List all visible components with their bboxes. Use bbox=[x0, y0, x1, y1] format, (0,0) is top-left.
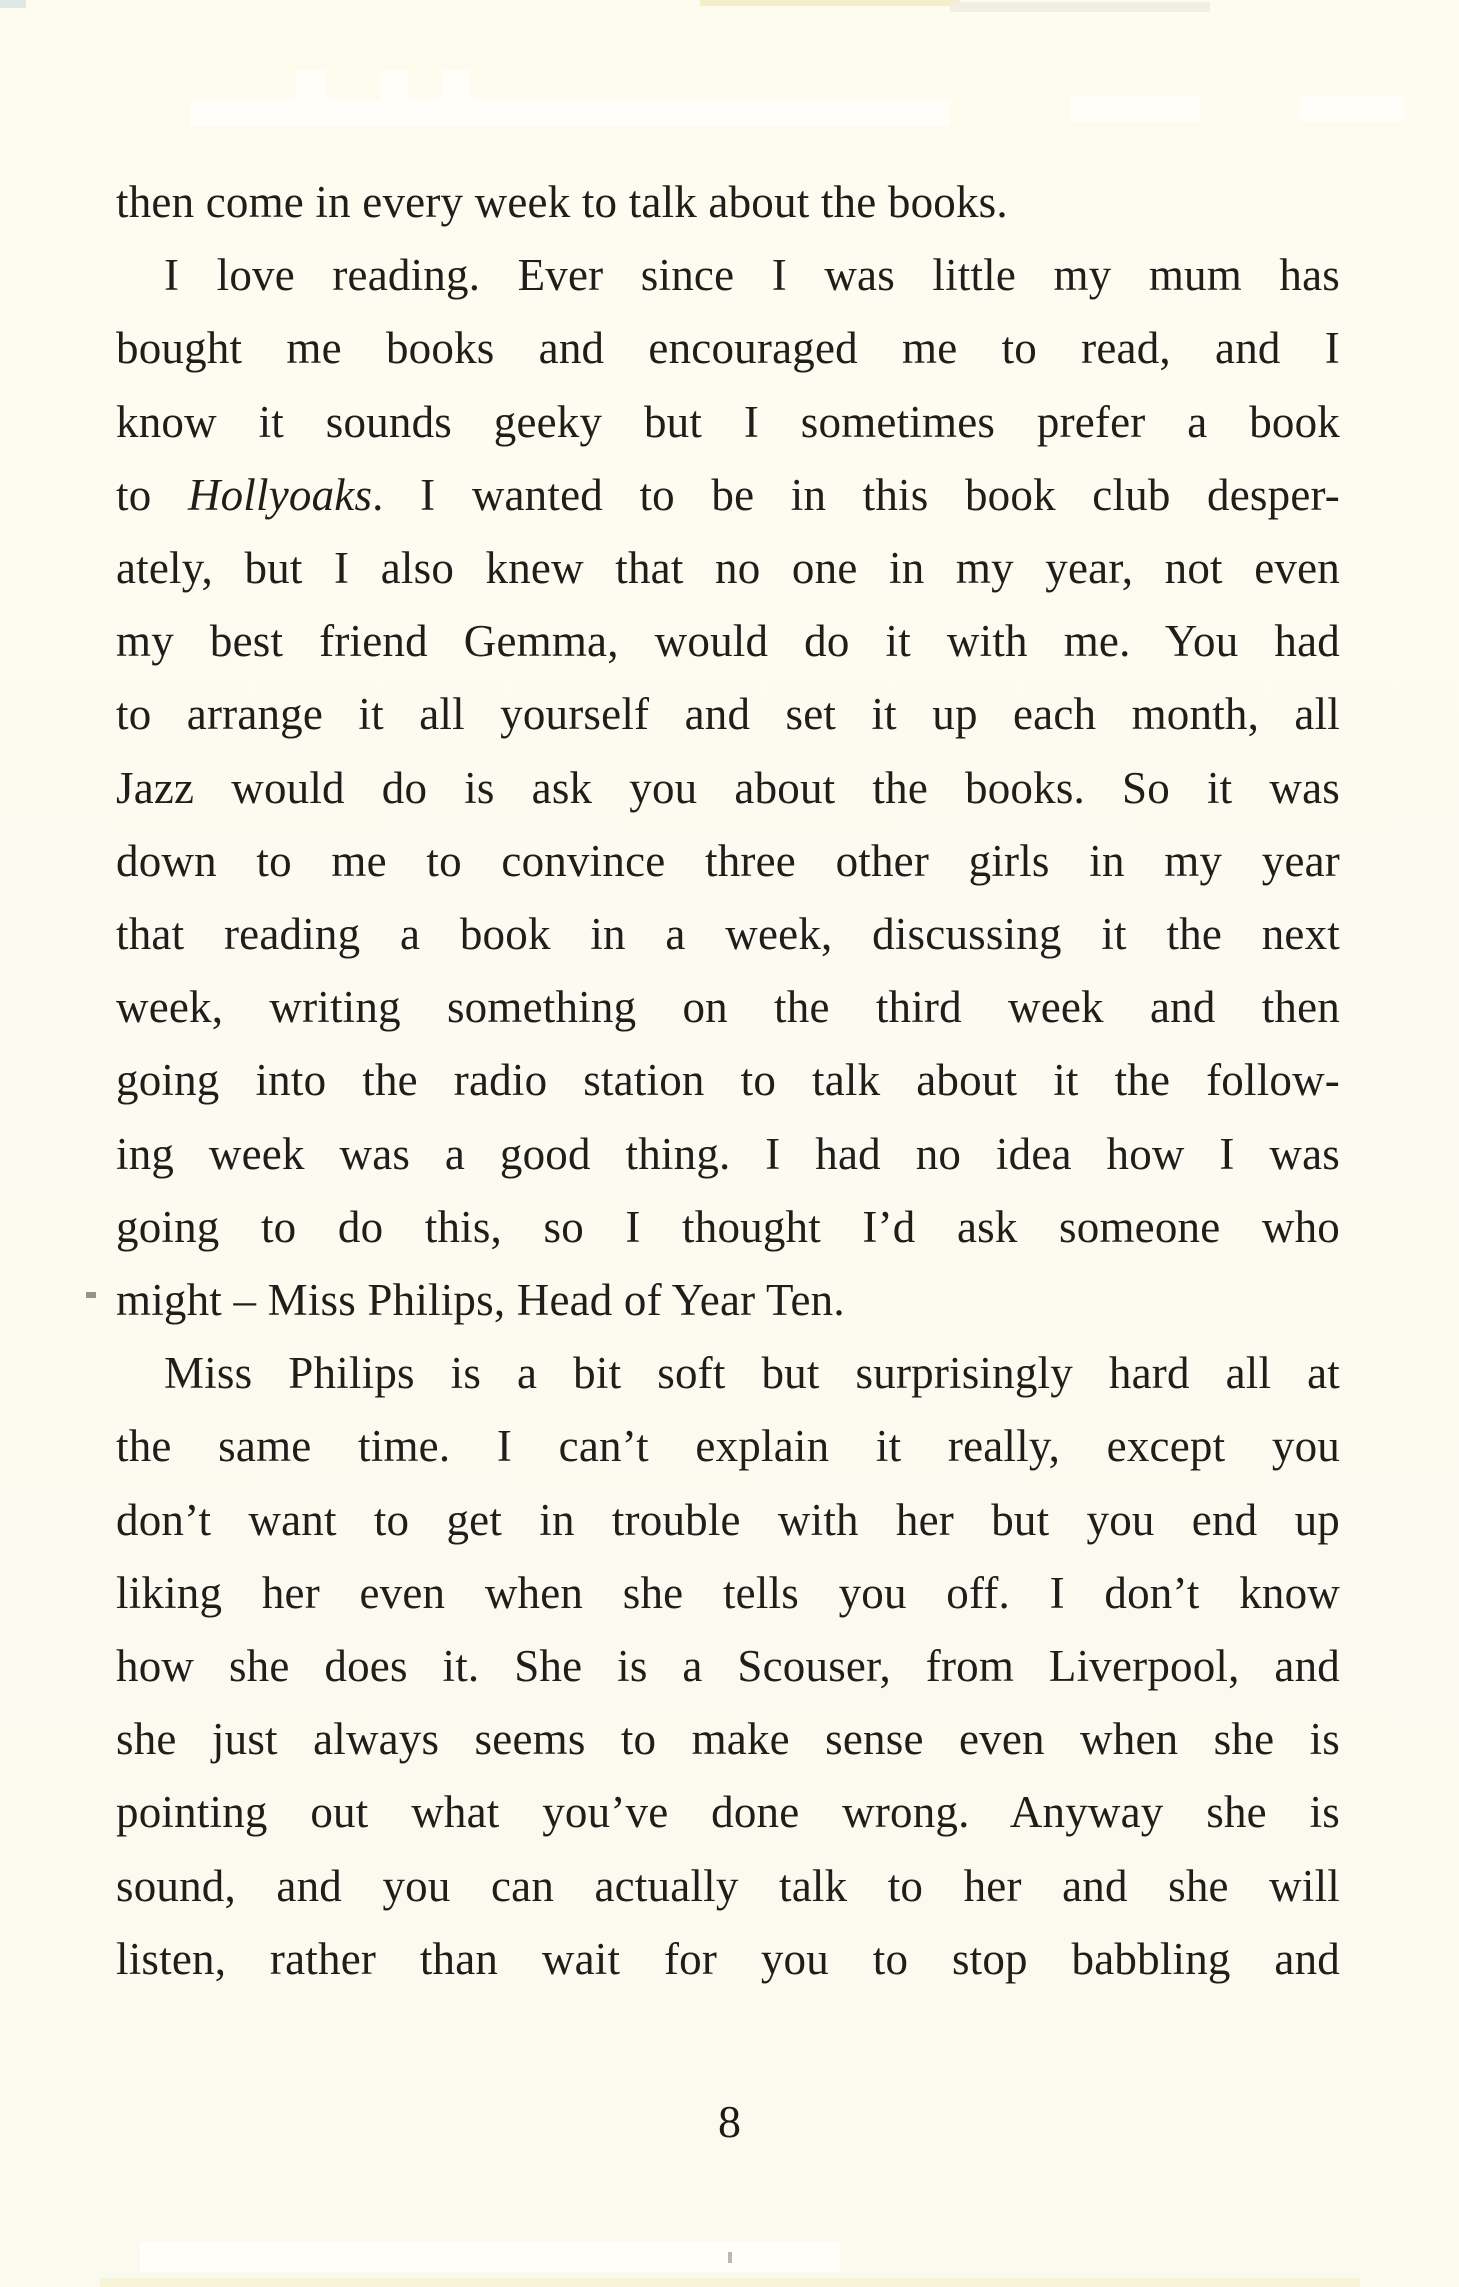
text-line bbox=[116, 825, 1340, 898]
scan-artifact bbox=[1300, 96, 1404, 122]
text-run: how she does it. She is a Scouser, from Liverpool, and bbox=[116, 1641, 1340, 1692]
text-run: to arrange it all yourself and set it up each month, all bbox=[116, 689, 1340, 740]
scan-artifact bbox=[0, 0, 26, 8]
text-run: bought me books and encouraged me to read, and I bbox=[116, 323, 1340, 374]
text-run: down to me to convince three other girls in my year bbox=[116, 835, 1340, 886]
text-line bbox=[116, 1776, 1340, 1849]
body-text bbox=[116, 166, 1340, 1996]
scan-artifact bbox=[140, 2242, 840, 2272]
text-run: I love reading. Ever since I was little my mum has bbox=[164, 250, 1340, 301]
scan-artifact bbox=[380, 70, 408, 126]
text-line bbox=[116, 971, 1340, 1044]
text-line bbox=[116, 898, 1340, 971]
text-run: liking her even when she tells you off. I don’t know bbox=[116, 1567, 1340, 1618]
scan-artifact bbox=[1070, 96, 1200, 122]
text-run: know it sounds geeky but I sometimes prefer a book bbox=[116, 396, 1340, 447]
text-line bbox=[116, 678, 1340, 751]
text-line bbox=[116, 239, 1340, 312]
text-run: Jazz would do is ask you about the books. So it was bbox=[116, 762, 1340, 813]
text-line bbox=[116, 312, 1340, 385]
scan-artifact bbox=[296, 70, 326, 126]
text-run: might – Miss Philips, Head of Year Ten. bbox=[116, 1275, 845, 1326]
text-line bbox=[116, 532, 1340, 605]
text-line bbox=[116, 1630, 1340, 1703]
text-line bbox=[116, 166, 1340, 239]
text-line bbox=[116, 1044, 1340, 1117]
text-run: she just always seems to make sense even when she is bbox=[116, 1714, 1340, 1765]
text-run: sound, and you can actually talk to her and she will bbox=[116, 1860, 1340, 1911]
text-run: . I wanted to be in this book club desper- bbox=[372, 469, 1340, 520]
text-run: my best friend Gemma, would do it with me. You had bbox=[116, 616, 1340, 667]
scan-artifact bbox=[442, 70, 470, 126]
text-line bbox=[116, 459, 1340, 532]
text-run: ing week was a good thing. I had no idea how I was bbox=[116, 1128, 1340, 1179]
text-line bbox=[116, 1484, 1340, 1557]
text-line bbox=[116, 605, 1340, 678]
text-run: Miss Philips is a bit soft but surprisingly hard all at bbox=[164, 1348, 1340, 1399]
text-line bbox=[116, 1410, 1340, 1483]
scan-artifact bbox=[86, 1292, 96, 1298]
text-run: going into the radio station to talk about it the follow- bbox=[116, 1055, 1340, 1106]
scan-artifact bbox=[100, 2278, 1360, 2287]
text-line bbox=[116, 1850, 1340, 1923]
text-run: to bbox=[116, 469, 188, 520]
text-line bbox=[116, 1337, 1340, 1410]
text-run: going to do this, so I thought I’d ask someone who bbox=[116, 1201, 1340, 1252]
text-run: that reading a book in a week, discussing it the next bbox=[116, 909, 1340, 960]
scan-artifact bbox=[700, 0, 960, 6]
text-run: week, writing something on the third week and then bbox=[116, 982, 1340, 1033]
text-run: listen, rather than wait for you to stop babbling and bbox=[116, 1933, 1340, 1984]
text-line bbox=[116, 1923, 1340, 1996]
page-number: 8 bbox=[718, 2096, 741, 2147]
text-run: don’t want to get in trouble with her but you end up bbox=[116, 1494, 1340, 1545]
text-run: then come in every week to talk about the books. bbox=[116, 177, 1008, 227]
text-run: pointing out what you’ve done wrong. Anyway she is bbox=[116, 1787, 1340, 1838]
text-line bbox=[116, 1264, 1340, 1337]
scan-artifact bbox=[190, 100, 950, 126]
scan-artifact bbox=[728, 2252, 732, 2263]
text-line bbox=[116, 1191, 1340, 1264]
italic-book-title: Hollyoaks bbox=[187, 469, 373, 520]
text-line bbox=[116, 1703, 1340, 1776]
text-run: the same time. I can’t explain it really, except you bbox=[116, 1421, 1340, 1472]
text-line bbox=[116, 1118, 1340, 1191]
text-line bbox=[116, 386, 1340, 459]
text-run: ately, but I also knew that no one in my year, not even bbox=[116, 543, 1340, 594]
text-line bbox=[116, 752, 1340, 825]
text-line bbox=[116, 1557, 1340, 1630]
scan-artifact bbox=[950, 2, 1210, 12]
